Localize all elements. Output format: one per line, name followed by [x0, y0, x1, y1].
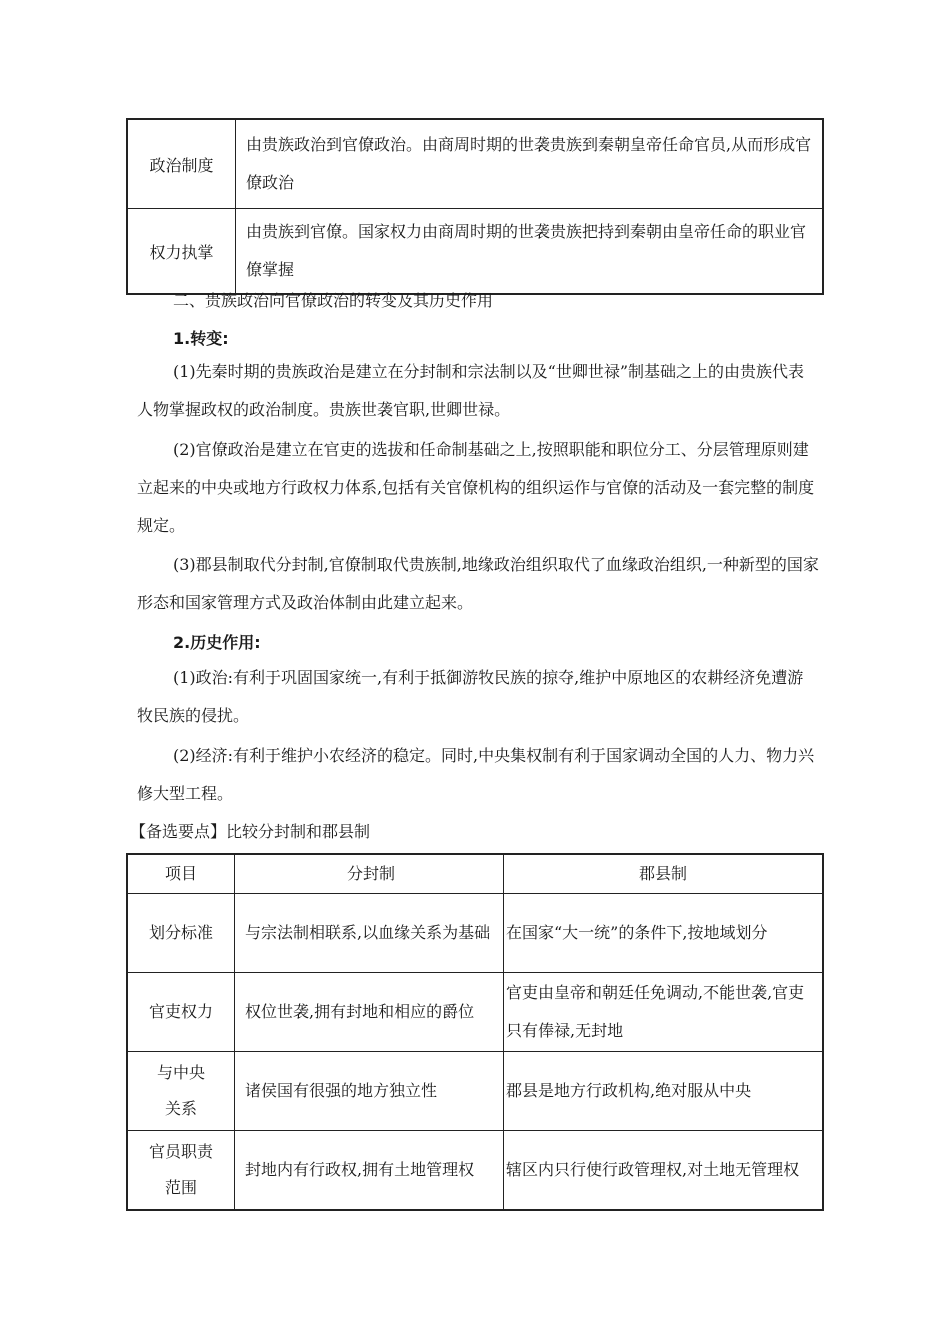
- table-row: [127, 119, 823, 209]
- row-text: 由贵族到官僚。国家权力由商周时期的世袭贵族把持到秦朝由皇帝任命的职业官僚掌握: [236, 209, 824, 295]
- transform-heading: 1.转变:: [173, 329, 229, 348]
- fenfeng-cell: 诸侯国有很强的地方独立性: [235, 1052, 504, 1131]
- item-cell: 与中央关系: [127, 1052, 235, 1131]
- row-label: 权力执掌: [127, 209, 236, 295]
- section-title: 二、贵族政治向官僚政治的转变及其历史作用: [173, 291, 494, 310]
- item-cell: 官吏权力: [127, 973, 235, 1052]
- table-row: [127, 1052, 823, 1131]
- fenfeng-cell: 封地内有行政权,拥有土地管理权: [235, 1131, 504, 1211]
- table-row: [127, 894, 823, 973]
- effect-item-2: (2)经济:有利于维护小农经济的稳定。同时,中央集权制有利于国家调动全国的人力、物力兴修大型工程。: [137, 746, 815, 803]
- junxian-cell: 郡县是地方行政机构,绝对服从中央: [504, 1052, 824, 1131]
- header-cell: 分封制: [235, 854, 504, 894]
- item-cell: 官员职责范围: [127, 1131, 235, 1211]
- row-label: 政治制度: [127, 119, 236, 209]
- effect-heading: 2.历史作用:: [173, 633, 261, 652]
- table-row: [127, 1131, 823, 1211]
- table-header-row: [127, 854, 823, 894]
- fenfeng-cell: 权位世袭,拥有封地和相应的爵位: [235, 973, 504, 1052]
- item-cell: 划分标准: [127, 894, 235, 973]
- header-cell: 项目: [127, 854, 235, 894]
- comparison-table-bottom: [126, 853, 824, 1211]
- comparison-table-top: [126, 118, 824, 295]
- transform-item-2: (2)官僚政治是建立在官吏的选拔和任命制基础之上,按照职能和职位分工、分层管理原则建立起来的中央或地方行政权力体系,包括有关官僚机构的组织运作与官僚的活动及一套完整的制度规定。: [137, 440, 815, 535]
- fenfeng-cell: 与宗法制相联系,以血缘关系为基础: [235, 894, 504, 973]
- row-text: 由贵族政治到官僚政治。由商周时期的世袭贵族到秦朝皇帝任命官员,从而形成官僚政治: [236, 119, 824, 209]
- transform-item-3: (3)郡县制取代分封制,官僚制取代贵族制,地缘政治组织取代了血缘政治组织,一种新型的国家形态和国家管理方式及政治体制由此建立起来。: [137, 555, 819, 612]
- table-row: [127, 973, 823, 1052]
- backup-title: 【备选要点】比较分封制和郡县制: [130, 822, 371, 841]
- junxian-cell: 在国家“大一统”的条件下,按地域划分: [504, 894, 824, 973]
- effect-item-1: (1)政治:有利于巩固国家统一,有利于抵御游牧民族的掠夺,维护中原地区的农耕经济免遭游牧民族的侵扰。: [137, 668, 804, 725]
- header-cell: 郡县制: [504, 854, 824, 894]
- junxian-cell: 辖区内只行使行政管理权,对土地无管理权: [504, 1131, 824, 1211]
- junxian-cell: 官吏由皇帝和朝廷任免调动,不能世袭,官吏只有俸禄,无封地: [504, 973, 824, 1052]
- transform-item-1: (1)先秦时期的贵族政治是建立在分封制和宗法制以及“世卿世禄”制基础之上的由贵族代表人物掌握政权的政治制度。贵族世袭官职,世卿世禄。: [137, 362, 805, 419]
